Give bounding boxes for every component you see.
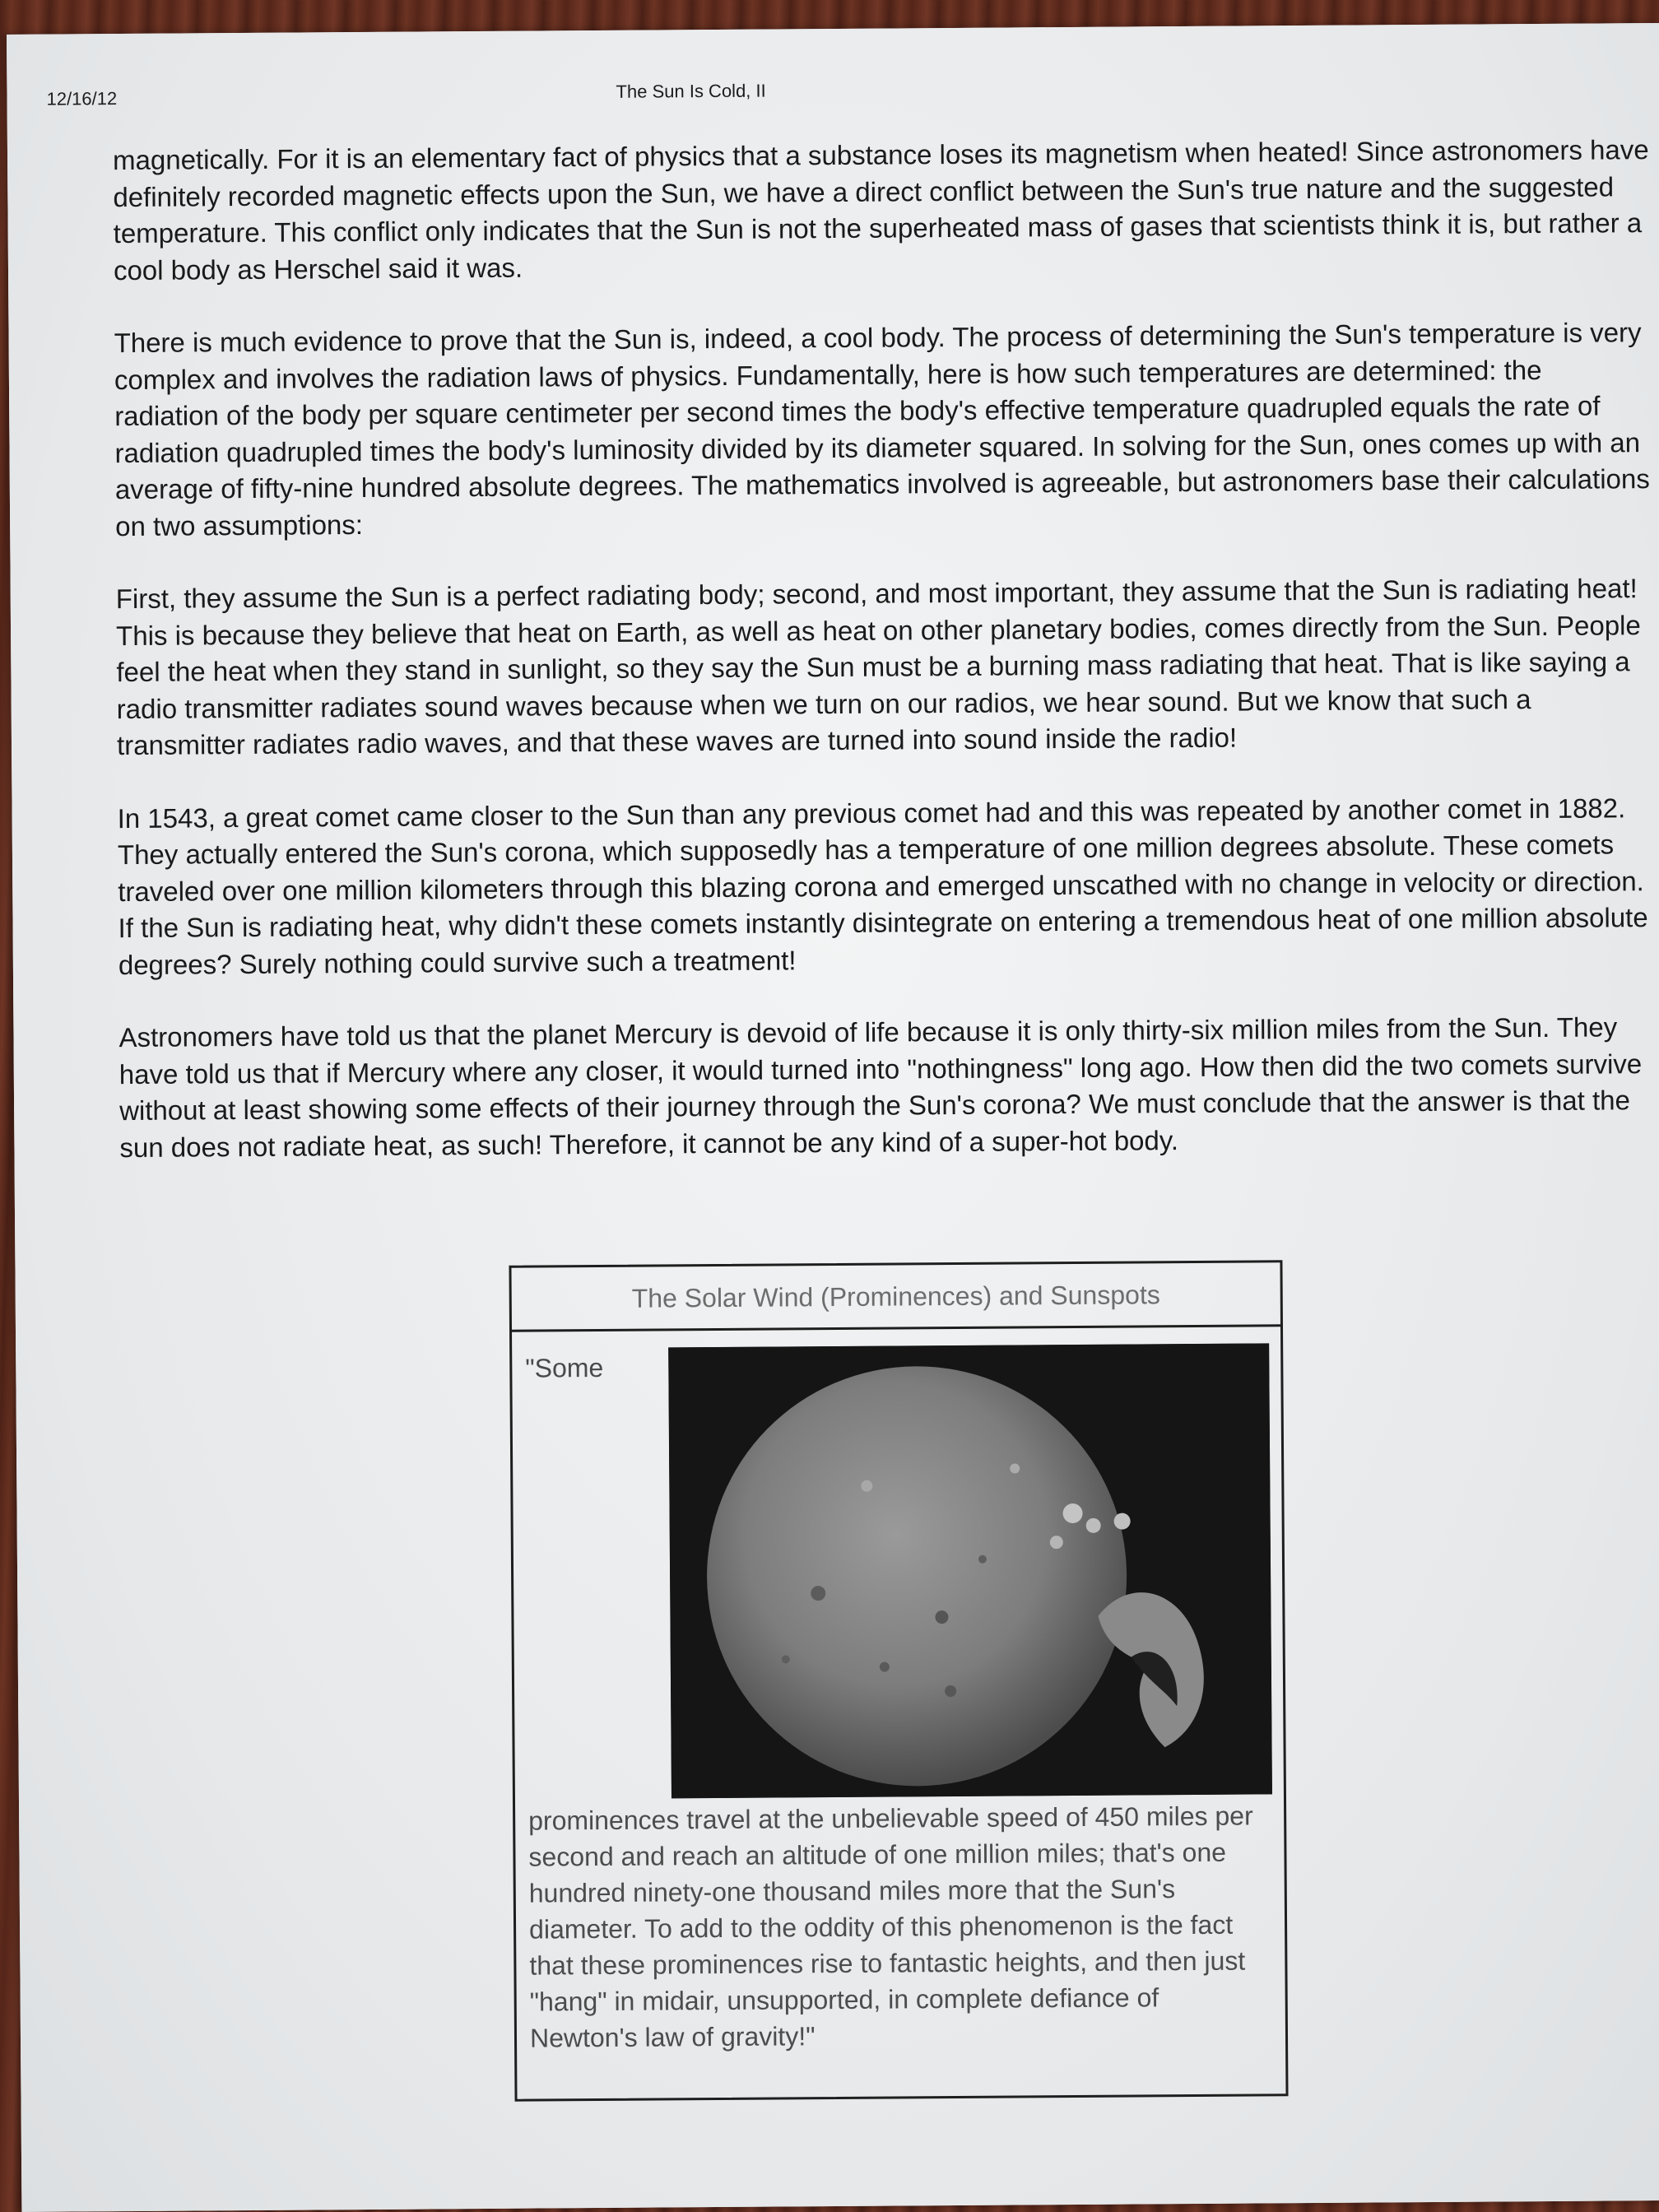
header-date: 12/16/12	[46, 88, 118, 109]
paragraph-4: In 1543, a great comet came closer to the Sun than any previous comet had and this was repeated by another comet in 1882. They actually entered the Sun's corona, which supposedly has a temperature of one million degrees absolute. These comets traveled over one million kilometers through this blazing corona and emerged unscathed with no change in velocity or direction. If the Sun is radiating heat, why didn't these comets instantly disintegrate on entering a tremendous heat of one million absolute degrees? Surely nothing could survive such a treatment!	[117, 792, 1648, 980]
sidebar-caption: prominences travel at the unbelievable speed of 450 miles per second and reach an altitude of one million miles; that's one hundred ninety-one thousand miles more that the Sun's diameter. To add to the oddity of this phenomenon is the fact that these prominences rise to fantastic heights, and then just "hang" in midair, unsupported, in complete defiance of Newton's law of gravity!"	[528, 1801, 1253, 2053]
paragraph-5: Astronomers have told us that the planet Mercury is devoid of life because it is only thirty-six million miles from the Sun. They have told us that if Mercury where any closer, it would turned into "nothingness" long ago. How then did the two comets survive without at least showing some effects of their journey through the Sun's corona? We must conclude that the answer is that the sun does not radiate heat, as such! Therefore, it cannot be any kind of a super-hot body.	[118, 1011, 1643, 1163]
article-body	[113, 132, 1659, 1202]
paragraph-3: First, they assume the Sun is a perfect radiating body; second, and most important, they assume that the Sun is radiating heat! This is because they believe that heat on Earth, as well as heat on other planetary bodies, comes directly from the Sun. People feel the heat when they stand in sunlight, so they say the Sun must be a burning mass radiating that heat. That is like saying a radio transmitter radiates sound waves because when we turn on our radios, we hear sound. But we know that such a transmitter radiates radio waves, and that these waves are turned into sound inside the radio!	[115, 573, 1641, 761]
sidebar-intro: "Some	[525, 1352, 604, 1383]
sidebar-title: The Solar Wind (Prominences) and Sunspots	[511, 1262, 1280, 1332]
sun-photo	[668, 1343, 1272, 1798]
sidebar-box	[509, 1260, 1288, 2102]
paragraph-2: There is much evidence to prove that the Sun is, indeed, a cool body. The process of determining the Sun's temperature is very complex and involves the radiation laws of physics. Fundamentally, here is how such temperatures are determined: the radiation of the body per square centimeter per second times the body's effective temperature quadrupled equals the rate of radiation quadrupled times the body's luminosity divided by its diameter squared. In solving for the Sun, ones comes up with an average of fifty-nine hundred absolute degrees. The mathematics involved is agreeable, but astronomers base their calculations on two assumptions:	[114, 317, 1650, 541]
header-title: The Sun Is Cold, II	[616, 80, 766, 102]
document-page	[7, 23, 1659, 2212]
paragraph-1: magnetically. For it is an elementary fact of physics that a substance loses its magnetism when heated! Since astronomers have definitely recorded magnetic effects upon the Sun, we have a direct conflict between the Sun's true nature and the suggested temperature. This conflict only indicates that the Sun is not the superheated mass of gases that scientists think it is, but rather a cool body as Herschel said it was.	[112, 134, 1649, 286]
